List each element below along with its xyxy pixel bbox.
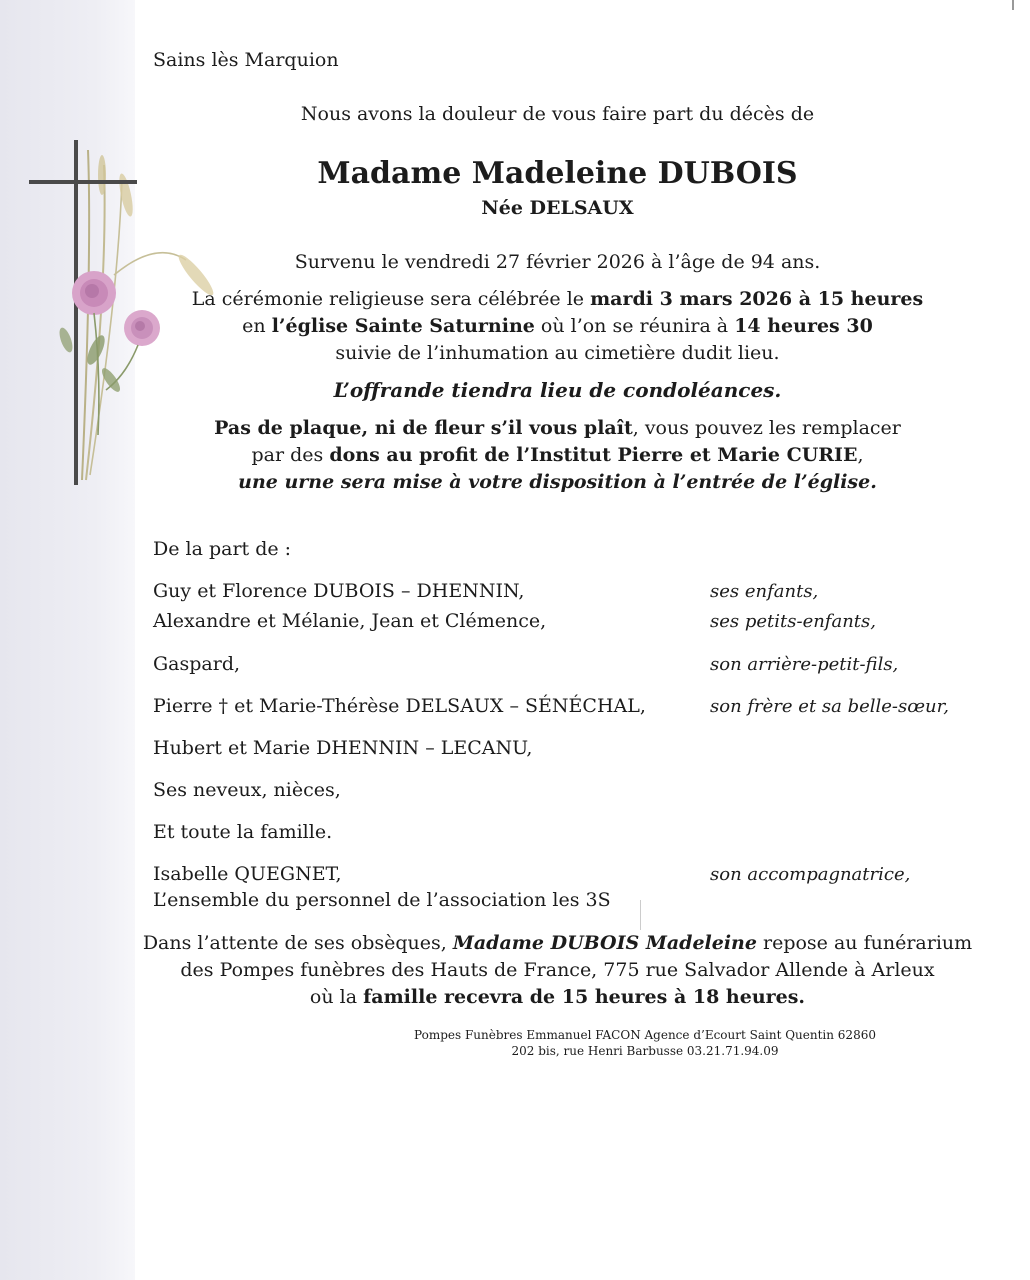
from-label: De la part de :: [153, 538, 292, 560]
burial-line: suivie de l’inhumation au cimetière dudit lieu.: [335, 342, 780, 364]
location: Sains lès Marquion: [153, 49, 339, 71]
visitation-line-3: [135, 985, 980, 1009]
flowers-line-2: [135, 443, 980, 467]
family-relation: son frère et sa belle-sœur,: [710, 696, 949, 717]
flowers-text: , vous pouvez les remplacer: [632, 417, 901, 439]
visitation-text: où la: [309, 986, 364, 1008]
flowers-line-1: [135, 416, 980, 440]
family-relation: son arrière-petit-fils,: [710, 654, 899, 675]
visitation-line-2: des Pompes funèbres des Hauts de France, 775 rue Salvador Allende à Arleux: [180, 959, 935, 981]
ceremony-text: La cérémonie religieuse sera célébrée le: [191, 288, 591, 310]
family-member-name: Guy et Florence DUBOIS – DHENNIN,: [153, 580, 525, 602]
ceremony-line-1: [135, 287, 980, 311]
visitation-line-1: [135, 931, 980, 955]
family-member-name: Gaspard,: [153, 653, 241, 675]
flowers-text: ,: [857, 444, 864, 466]
gathering-time: 14 heures 30: [734, 315, 873, 337]
deceased-name: Madame Madeleine DUBOIS: [317, 156, 798, 191]
church-name: l’église Sainte Saturnine: [271, 315, 535, 337]
family-member-name: Et toute la famille.: [153, 821, 333, 843]
family-relation: son accompagnatrice,: [710, 864, 911, 885]
no-flowers-note: Pas de plaque, ni de fleur s’il vous plaît: [214, 417, 633, 439]
family-relation: ses enfants,: [710, 581, 819, 602]
funeral-home-name: Pompes Funèbres Emmanuel FACON Agence d’Ecourt Saint Quentin 62860: [414, 1028, 876, 1042]
ceremony-text: en: [242, 315, 272, 337]
urn-note: une urne sera mise à votre disposition à l’entrée de l’église.: [238, 471, 877, 493]
intro-text: Nous avons la douleur de vous faire part du décès de: [300, 103, 815, 125]
death-date-line: Survenu le vendredi 27 février 2026 à l’âge de 94 ans.: [294, 251, 821, 273]
family-member-name: Alexandre et Mélanie, Jean et Clémence,: [153, 610, 547, 632]
donation-recipient: dons au profit de l’Institut Pierre et Marie CURIE: [329, 444, 858, 466]
ceremony-text: où l’on se réunira à: [534, 315, 735, 337]
visitation-text: Dans l’attente de ses obsèques,: [142, 932, 453, 954]
deceased-name-inline: Madame DUBOIS Madeleine: [452, 932, 757, 954]
scan-mark: [1012, 0, 1014, 10]
flowers-text: par des: [251, 444, 330, 466]
family-member-name: Hubert et Marie DHENNIN – LECANU,: [153, 737, 533, 759]
family-relation: ses petits-enfants,: [710, 611, 876, 632]
funeral-home-address: 202 bis, rue Henri Barbusse 03.21.71.94.09: [511, 1044, 779, 1058]
scan-mark: [640, 900, 641, 930]
visitation-text: repose au funérarium: [756, 932, 973, 954]
family-member-name: L’ensemble du personnel de l’association les 3S: [153, 889, 611, 911]
family-member-name: Pierre † et Marie-Thérèse DELSAUX – SÉNÉCHAL,: [153, 695, 646, 717]
birth-name: Née DELSAUX: [481, 197, 634, 219]
family-member-name: Isabelle QUEGNET,: [153, 863, 342, 885]
ceremony-line-2: [135, 314, 980, 338]
reception-hours: famille recevra de 15 heures à 18 heures.: [363, 986, 806, 1008]
ceremony-date: mardi 3 mars 2026 à 15 heures: [590, 288, 924, 310]
offering-note: L’offrande tiendra lieu de condoléances.: [333, 378, 782, 402]
family-member-name: Ses neveux, nièces,: [153, 779, 341, 801]
